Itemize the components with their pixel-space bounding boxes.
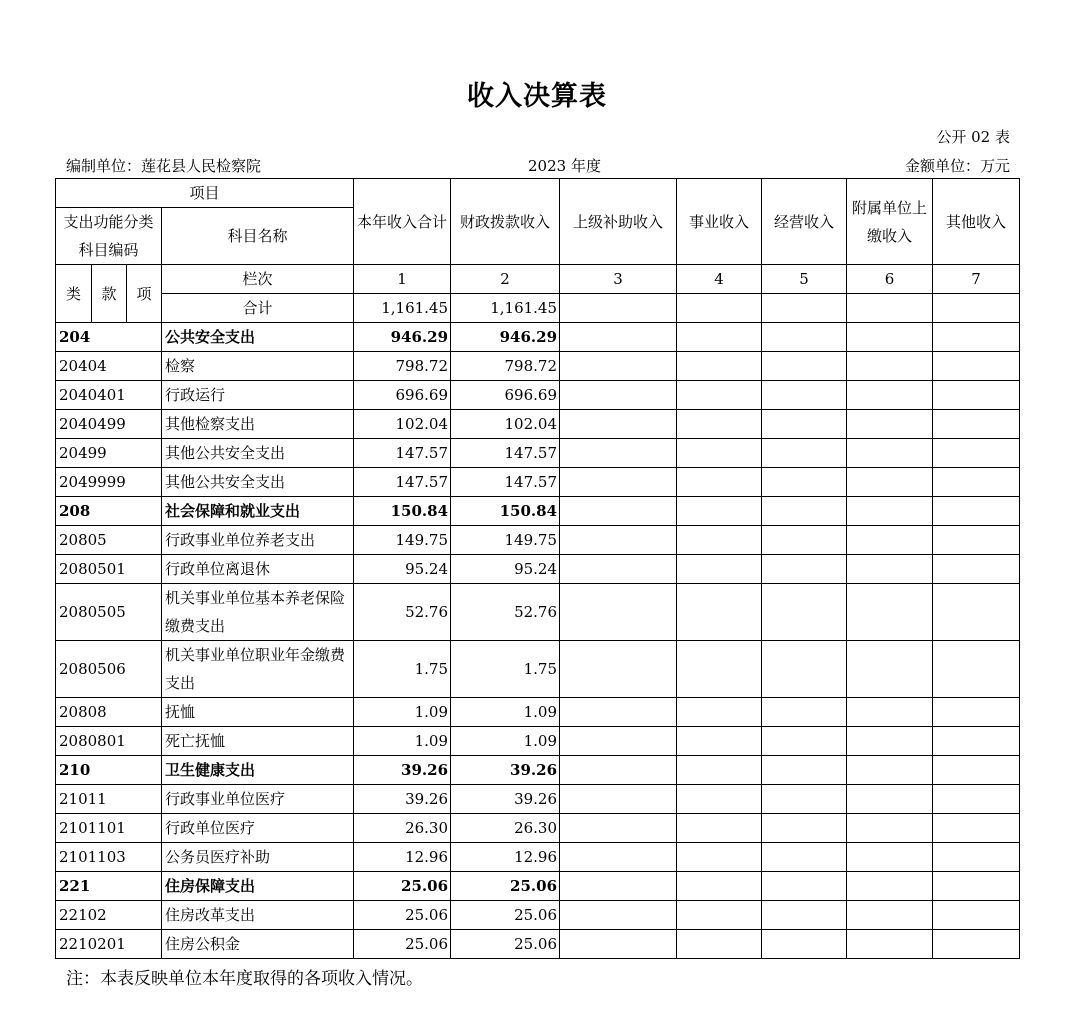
row-code: 2040499 — [56, 410, 162, 439]
row-code: 2080506 — [56, 641, 162, 698]
xiang-header: 项 — [127, 265, 162, 323]
table-row — [56, 872, 1020, 901]
empty-cell — [677, 439, 762, 468]
row-fiscal-income: 696.69 — [451, 381, 560, 410]
table-row — [56, 526, 1020, 555]
row-code: 20808 — [56, 698, 162, 727]
row-total-income: 12.96 — [354, 843, 451, 872]
row-subject-name: 行政单位离退休 — [162, 555, 354, 584]
row-code: 21011 — [56, 785, 162, 814]
empty-cell — [847, 410, 933, 439]
row-fiscal-income: 798.72 — [451, 352, 560, 381]
empty-cell — [762, 584, 847, 641]
empty-cell — [560, 843, 677, 872]
row-code: 2040401 — [56, 381, 162, 410]
superior-header: 上级补助收入 — [560, 179, 677, 265]
empty-cell — [762, 872, 847, 901]
empty-cell — [933, 814, 1020, 843]
row-subject-name: 行政单位医疗 — [162, 814, 354, 843]
empty-cell — [560, 584, 677, 641]
row-subject-name: 机关事业单位职业年金缴费支出 — [162, 641, 354, 698]
empty-cell — [933, 698, 1020, 727]
table-row — [56, 641, 1020, 698]
empty-cell — [847, 294, 933, 323]
table-row — [56, 410, 1020, 439]
total-label: 合计 — [162, 294, 354, 323]
empty-cell — [762, 526, 847, 555]
col-no-4: 4 — [677, 265, 762, 294]
row-total-income: 149.75 — [354, 526, 451, 555]
row-fiscal-income: 26.30 — [451, 814, 560, 843]
row-total-income: 25.06 — [354, 930, 451, 959]
footnote: 注：本表反映单位本年度取得的各项收入情况。 — [66, 969, 423, 989]
empty-cell — [560, 814, 677, 843]
table-row — [56, 381, 1020, 410]
fiscal-year: 2023 年度 — [528, 157, 601, 175]
empty-cell — [933, 381, 1020, 410]
row-code: 20499 — [56, 439, 162, 468]
row-subject-name: 行政运行 — [162, 381, 354, 410]
row-code: 221 — [56, 872, 162, 901]
empty-cell — [560, 468, 677, 497]
row-subject-name: 行政事业单位养老支出 — [162, 526, 354, 555]
row-total-income: 25.06 — [354, 872, 451, 901]
empty-cell — [560, 381, 677, 410]
row-code: 2080505 — [56, 584, 162, 641]
empty-cell — [933, 555, 1020, 584]
row-code: 20805 — [56, 526, 162, 555]
empty-cell — [677, 526, 762, 555]
empty-cell — [933, 497, 1020, 526]
income-table — [55, 178, 1020, 959]
row-code: 2049999 — [56, 468, 162, 497]
empty-cell — [560, 410, 677, 439]
empty-cell — [847, 468, 933, 497]
empty-cell — [677, 698, 762, 727]
empty-cell — [847, 727, 933, 756]
empty-cell — [933, 756, 1020, 785]
empty-cell — [933, 727, 1020, 756]
empty-cell — [933, 468, 1020, 497]
empty-cell — [560, 497, 677, 526]
row-subject-name: 卫生健康支出 — [162, 756, 354, 785]
row-total-income: 946.29 — [354, 323, 451, 352]
empty-cell — [560, 526, 677, 555]
col-no-1: 1 — [354, 265, 451, 294]
row-code: 2080501 — [56, 555, 162, 584]
empty-cell — [677, 930, 762, 959]
row-total-income: 26.30 — [354, 814, 451, 843]
empty-cell — [847, 497, 933, 526]
subject-name-header: 科目名称 — [162, 208, 354, 265]
table-row — [56, 756, 1020, 785]
empty-cell — [560, 352, 677, 381]
empty-cell — [933, 294, 1020, 323]
empty-cell — [677, 785, 762, 814]
row-fiscal-income: 150.84 — [451, 497, 560, 526]
row-total-income: 39.26 — [354, 756, 451, 785]
row-code: 204 — [56, 323, 162, 352]
empty-cell — [560, 294, 677, 323]
row-fiscal-income: 1.75 — [451, 641, 560, 698]
empty-cell — [847, 901, 933, 930]
row-fiscal-income: 1.09 — [451, 698, 560, 727]
empty-cell — [933, 410, 1020, 439]
row-subject-name: 死亡抚恤 — [162, 727, 354, 756]
empty-cell — [933, 872, 1020, 901]
empty-cell — [933, 901, 1020, 930]
row-total-income: 147.57 — [354, 439, 451, 468]
total-income-value: 1,161.45 — [354, 294, 451, 323]
empty-cell — [677, 323, 762, 352]
empty-cell — [847, 439, 933, 468]
empty-cell — [677, 641, 762, 698]
row-total-income: 102.04 — [354, 410, 451, 439]
table-row — [56, 555, 1020, 584]
empty-cell — [847, 785, 933, 814]
row-subject-name: 其他公共安全支出 — [162, 439, 354, 468]
empty-cell — [762, 410, 847, 439]
empty-cell — [933, 785, 1020, 814]
row-subject-name: 社会保障和就业支出 — [162, 497, 354, 526]
empty-cell — [762, 294, 847, 323]
row-fiscal-income: 147.57 — [451, 439, 560, 468]
empty-cell — [762, 323, 847, 352]
business-header: 事业收入 — [677, 179, 762, 265]
empty-cell — [677, 381, 762, 410]
form-number: 公开 02 表 — [936, 128, 1010, 146]
operating-header: 经营收入 — [762, 179, 847, 265]
row-code: 2080801 — [56, 727, 162, 756]
empty-cell — [847, 698, 933, 727]
row-fiscal-income: 25.06 — [451, 901, 560, 930]
row-subject-name: 住房保障支出 — [162, 872, 354, 901]
column-no-label: 栏次 — [162, 265, 354, 294]
empty-cell — [762, 727, 847, 756]
project-header: 项目 — [56, 179, 354, 208]
row-code: 2101103 — [56, 843, 162, 872]
fiscal-header: 财政拨款收入 — [451, 179, 560, 265]
empty-cell — [560, 756, 677, 785]
empty-cell — [560, 785, 677, 814]
empty-cell — [847, 584, 933, 641]
empty-cell — [933, 323, 1020, 352]
empty-cell — [762, 930, 847, 959]
table-row — [56, 352, 1020, 381]
empty-cell — [560, 641, 677, 698]
row-subject-name: 住房公积金 — [162, 930, 354, 959]
row-fiscal-income: 39.26 — [451, 785, 560, 814]
table-row — [56, 843, 1020, 872]
row-code: 2210201 — [56, 930, 162, 959]
row-total-income: 95.24 — [354, 555, 451, 584]
row-code: 208 — [56, 497, 162, 526]
col-no-3: 3 — [560, 265, 677, 294]
empty-cell — [762, 497, 847, 526]
empty-cell — [677, 843, 762, 872]
table-row — [56, 323, 1020, 352]
empty-cell — [677, 814, 762, 843]
table-row — [56, 727, 1020, 756]
row-fiscal-income: 95.24 — [451, 555, 560, 584]
empty-cell — [560, 727, 677, 756]
empty-cell — [762, 555, 847, 584]
row-fiscal-income: 149.75 — [451, 526, 560, 555]
empty-cell — [677, 901, 762, 930]
col-no-5: 5 — [762, 265, 847, 294]
table-row — [56, 901, 1020, 930]
row-subject-name: 其他公共安全支出 — [162, 468, 354, 497]
empty-cell — [762, 814, 847, 843]
lei-header: 类 — [56, 265, 92, 323]
row-fiscal-income: 25.06 — [451, 872, 560, 901]
empty-cell — [847, 843, 933, 872]
empty-cell — [847, 814, 933, 843]
row-subject-name: 住房改革支出 — [162, 901, 354, 930]
kuan-header: 款 — [92, 265, 127, 323]
empty-cell — [933, 641, 1020, 698]
row-fiscal-income: 39.26 — [451, 756, 560, 785]
empty-cell — [933, 930, 1020, 959]
row-subject-name: 抚恤 — [162, 698, 354, 727]
affiliated-header: 附属单位上缴收入 — [847, 179, 933, 265]
row-total-income: 25.06 — [354, 901, 451, 930]
row-subject-name: 公务员医疗补助 — [162, 843, 354, 872]
row-subject-name: 公共安全支出 — [162, 323, 354, 352]
empty-cell — [847, 641, 933, 698]
row-subject-name: 其他检察支出 — [162, 410, 354, 439]
row-fiscal-income: 1.09 — [451, 727, 560, 756]
empty-cell — [933, 439, 1020, 468]
empty-cell — [847, 323, 933, 352]
row-code: 2101101 — [56, 814, 162, 843]
empty-cell — [677, 497, 762, 526]
table-row — [56, 814, 1020, 843]
empty-cell — [762, 381, 847, 410]
row-total-income: 150.84 — [354, 497, 451, 526]
row-fiscal-income: 147.57 — [451, 468, 560, 497]
empty-cell — [677, 756, 762, 785]
row-total-income: 1.09 — [354, 727, 451, 756]
empty-cell — [762, 439, 847, 468]
empty-cell — [847, 526, 933, 555]
row-fiscal-income: 52.76 — [451, 584, 560, 641]
row-code: 210 — [56, 756, 162, 785]
table-row — [56, 698, 1020, 727]
empty-cell — [933, 584, 1020, 641]
empty-cell — [677, 468, 762, 497]
table-row — [56, 468, 1020, 497]
empty-cell — [762, 843, 847, 872]
row-total-income: 1.75 — [354, 641, 451, 698]
table-row — [56, 584, 1020, 641]
row-fiscal-income: 25.06 — [451, 930, 560, 959]
empty-cell — [560, 555, 677, 584]
empty-cell — [762, 901, 847, 930]
row-code: 22102 — [56, 901, 162, 930]
empty-cell — [933, 352, 1020, 381]
empty-cell — [677, 410, 762, 439]
func-code-header: 支出功能分类科目编码 — [56, 208, 162, 265]
empty-cell — [560, 323, 677, 352]
row-total-income: 39.26 — [354, 785, 451, 814]
empty-cell — [762, 698, 847, 727]
empty-cell — [762, 785, 847, 814]
row-subject-name: 行政事业单位医疗 — [162, 785, 354, 814]
empty-cell — [560, 930, 677, 959]
empty-cell — [677, 555, 762, 584]
empty-cell — [762, 352, 847, 381]
table-row — [56, 497, 1020, 526]
col-no-6: 6 — [847, 265, 933, 294]
empty-cell — [560, 872, 677, 901]
row-code: 20404 — [56, 352, 162, 381]
empty-cell — [762, 641, 847, 698]
table-row — [56, 439, 1020, 468]
empty-cell — [560, 698, 677, 727]
empty-cell — [677, 872, 762, 901]
row-fiscal-income: 102.04 — [451, 410, 560, 439]
empty-cell — [560, 901, 677, 930]
empty-cell — [933, 526, 1020, 555]
amount-unit: 金额单位：万元 — [904, 157, 1010, 175]
row-total-income: 147.57 — [354, 468, 451, 497]
row-fiscal-income: 946.29 — [451, 323, 560, 352]
row-subject-name: 机关事业单位基本养老保险缴费支出 — [162, 584, 354, 641]
page-title: 收入决算表 — [467, 81, 607, 112]
row-total-income: 696.69 — [354, 381, 451, 410]
empty-cell — [933, 843, 1020, 872]
table-row — [56, 785, 1020, 814]
empty-cell — [677, 294, 762, 323]
total-fiscal-value: 1,161.45 — [451, 294, 560, 323]
empty-cell — [847, 756, 933, 785]
row-fiscal-income: 12.96 — [451, 843, 560, 872]
row-total-income: 798.72 — [354, 352, 451, 381]
row-subject-name: 检察 — [162, 352, 354, 381]
col-no-2: 2 — [451, 265, 560, 294]
empty-cell — [677, 727, 762, 756]
row-total-income: 1.09 — [354, 698, 451, 727]
row-total-income: 52.76 — [354, 584, 451, 641]
empty-cell — [560, 439, 677, 468]
other-header: 其他收入 — [933, 179, 1020, 265]
empty-cell — [762, 468, 847, 497]
empty-cell — [677, 584, 762, 641]
empty-cell — [847, 872, 933, 901]
empty-cell — [847, 352, 933, 381]
total-income-header: 本年收入合计 — [354, 179, 451, 265]
empty-cell — [677, 352, 762, 381]
empty-cell — [847, 930, 933, 959]
empty-cell — [847, 555, 933, 584]
compiling-unit: 编制单位：莲花县人民检察院 — [66, 157, 262, 175]
table-row — [56, 930, 1020, 959]
empty-cell — [847, 381, 933, 410]
col-no-7: 7 — [933, 265, 1020, 294]
empty-cell — [762, 756, 847, 785]
